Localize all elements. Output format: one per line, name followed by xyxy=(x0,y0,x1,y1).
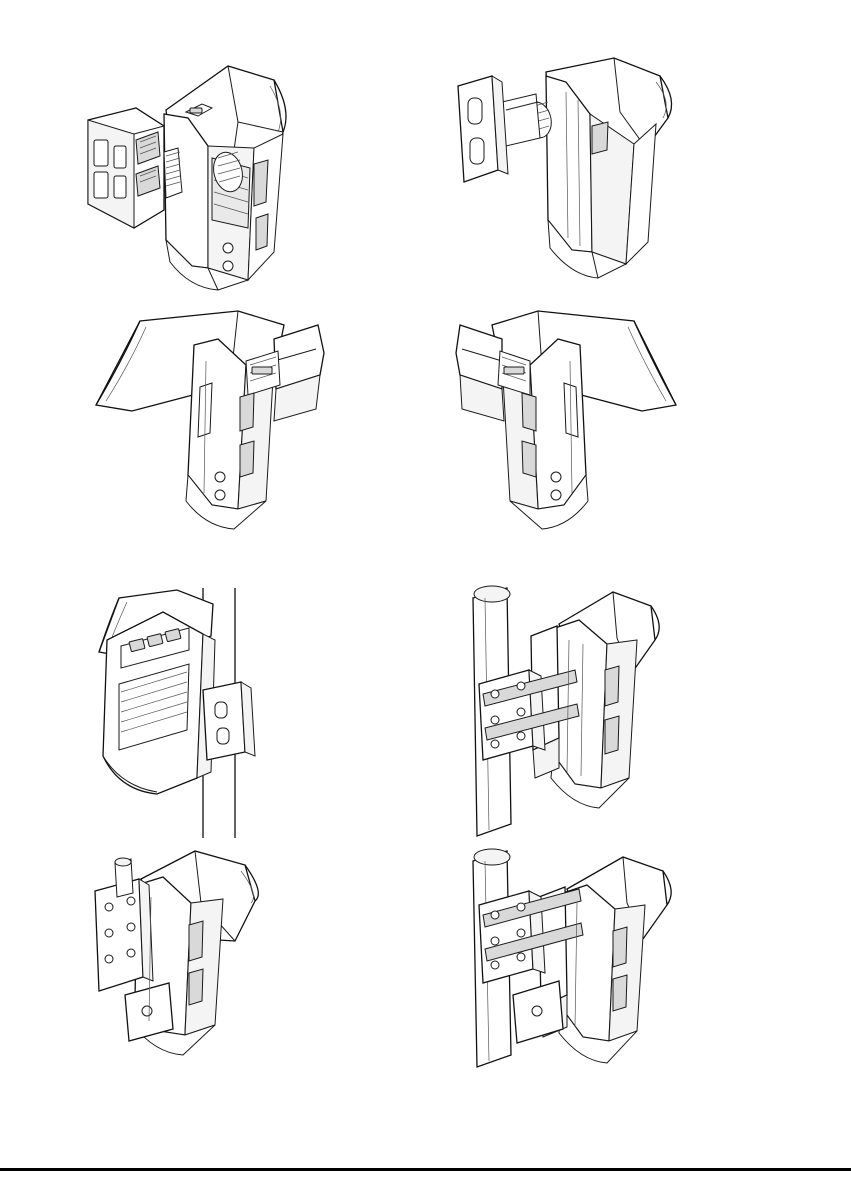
figure-detector-corner-mount-bracket xyxy=(85,845,305,1080)
figure-detector-pole-mount-lower xyxy=(455,845,695,1085)
figure-7-drawing xyxy=(85,845,305,1080)
figure-6-drawing xyxy=(455,578,695,853)
figure-detector-rear-three-quarter-right xyxy=(452,305,692,545)
figure-detector-rear-three-quarter-left xyxy=(88,305,328,545)
figure-detector-front-with-wall-edge-bracket xyxy=(85,580,305,845)
figure-5-drawing xyxy=(85,580,305,845)
figure-3-drawing xyxy=(88,305,328,545)
figure-detector-with-open-bracket-exploded xyxy=(78,52,318,307)
figure-detector-side-view-with-flat-bracket xyxy=(450,52,690,307)
figure-detector-pole-mount-upper xyxy=(455,578,695,853)
figure-4-drawing xyxy=(452,305,692,545)
figure-2-drawing xyxy=(450,52,690,307)
figure-8-drawing xyxy=(455,845,695,1085)
figure-1-drawing xyxy=(78,52,318,307)
footer-rule xyxy=(0,1168,851,1171)
